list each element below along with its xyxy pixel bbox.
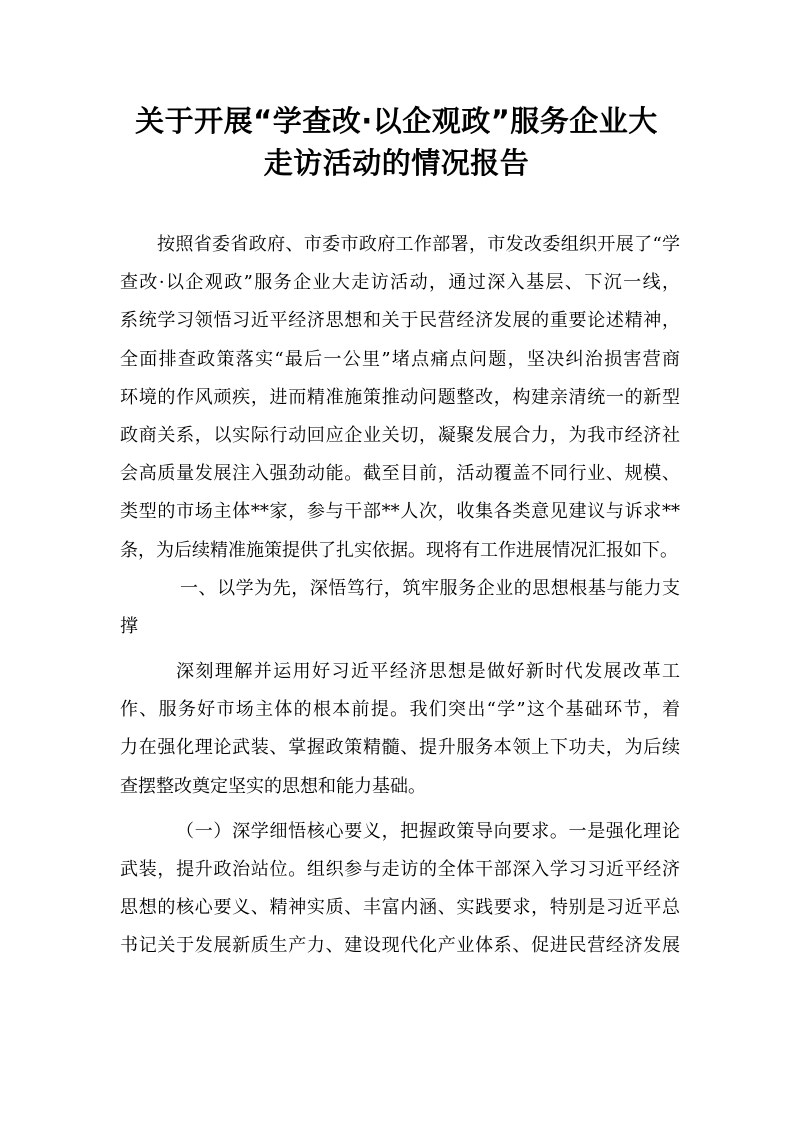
paragraph-line: 环境的作风顽疾，进而精准施策推动问题整改，构建亲清统一的新型 xyxy=(120,386,680,408)
paragraph-subsection-1 xyxy=(120,813,680,966)
paragraph-line: 按照省委省政府、市委市政府工作部署，市发改委组织开展了“学 xyxy=(157,234,680,255)
paragraph-section-1-intro xyxy=(120,653,680,806)
paragraph-line: 作、服务好市场主体的根本前提。我们突出“学”这个基础环节，着 xyxy=(120,699,680,721)
paragraph-line: 深刻理解并运用好习近平经济思想是做好新时代发展改革工 xyxy=(176,661,680,683)
document-title-line-1: 关于开展“学查改·以企观政”服务企业大 xyxy=(135,104,658,138)
paragraph-line: 查摆整改奠定坚实的思想和能力基础。 xyxy=(120,775,426,797)
paragraph-line: 力在强化理论武装、掌握政策精髓、提升服务本领上下功夫，为后续 xyxy=(120,737,680,759)
paragraph-line: 书记关于发展新质生产力、建设现代化产业体系、促进民营经济发展 xyxy=(120,935,680,957)
paragraph-line: 思想的核心要义、精神实质、丰富内涵、实践要求，特别是习近平总 xyxy=(120,897,680,919)
paragraph-line: 政商关系，以实际行动回应企业关切，凝聚发展合力，为我市经济社 xyxy=(120,424,680,446)
document-title-line-2: 走访活动的情况报告 xyxy=(263,146,530,180)
paragraph-line: （一）深学细悟核心要义，把握政策导向要求。一是强化理论 xyxy=(176,820,680,842)
paragraph-line: 会高质量发展注入强劲动能。截至目前，活动覆盖不同行业、规模、 xyxy=(120,463,680,485)
heading-line: 一、以学为先，深悟笃行，筑牢服务企业的思想根基与能力支 xyxy=(180,577,680,599)
heading-line: 撑 xyxy=(120,615,138,637)
paragraph-line: 查改·以企观政”服务企业大走访活动，通过深入基层、下沉一线， xyxy=(120,272,680,294)
section-heading-1 xyxy=(120,570,680,646)
paragraph-line: 类型的市场主体**家，参与干部**人次，收集各类意见建议与诉求** xyxy=(120,501,680,523)
paragraph-line: 全面排查政策落实“最后一公里”堵点痛点问题，坚决纠治损害营商 xyxy=(120,348,680,370)
paragraph-line: 条，为后续精准施策提供了扎实依据。现将有工作进展情况汇报如下。 xyxy=(120,539,678,561)
document-body xyxy=(120,226,680,966)
paragraph-intro xyxy=(120,226,680,570)
paragraph-line: 武装，提升政治站位。组织参与走访的全体干部深入学习习近平经济 xyxy=(120,859,680,880)
paragraph-line: 系统学习领悟习近平经济思想和关于民营经济发展的重要论述精神， xyxy=(120,310,680,332)
